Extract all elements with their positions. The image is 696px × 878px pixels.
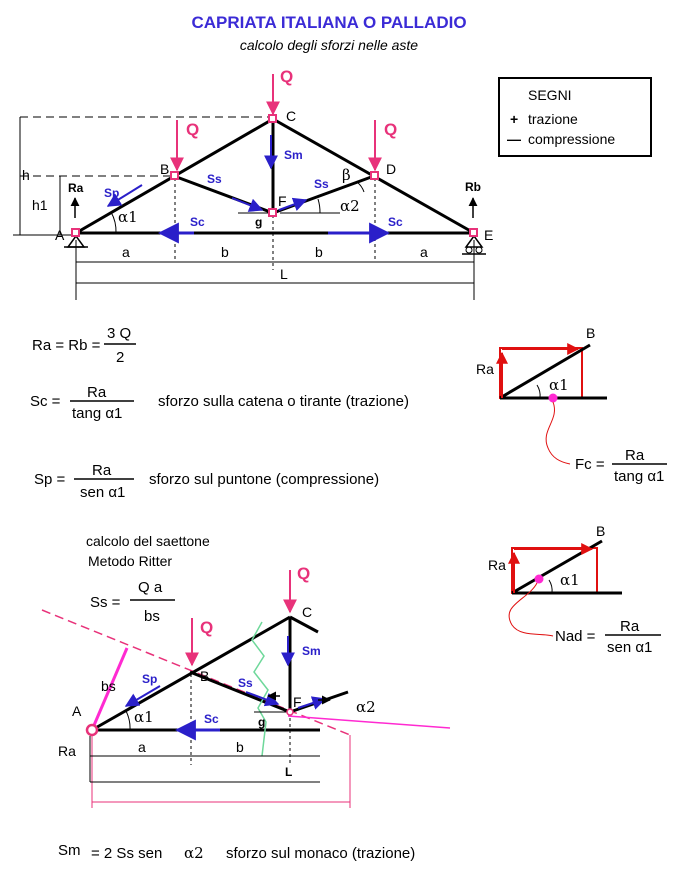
svg-text:α1: α1 [560,571,580,589]
svg-text:B: B [586,325,596,341]
svg-text:Q: Q [200,618,214,637]
svg-text:Ra: Ra [92,462,112,479]
svg-text:Q: Q [297,564,311,583]
svg-text:tang α1: tang α1 [614,468,665,485]
svg-text:sforzo sul puntone (compress: sforzo sul puntone (compressione) [149,471,380,488]
legend-plus-symbol: + [510,111,519,127]
svg-text:sforzo sulla catena o tirante: sforzo sulla catena o tirante (trazione) [158,393,409,410]
load-q-d: Q [384,120,398,139]
dim-L: L [280,266,288,282]
legend-heading: SEGNI [528,87,572,103]
force-ss-left: Ss [207,172,222,186]
svg-text:A: A [72,703,82,719]
svg-text:Sm: Sm [58,842,81,859]
svg-text:C: C [302,604,313,620]
force-sc-left: Sc [190,215,205,229]
svg-text:Ra: Ra [58,743,76,759]
svg-text:Sc: Sc [204,712,219,726]
svg-text:2: 2 [116,349,125,366]
reaction-ra: Ra [68,181,84,195]
formula-sc [30,384,409,422]
load-q-b: Q [186,120,200,139]
svg-text:a: a [138,739,146,755]
force-ss-right: Ss [314,177,329,191]
main-truss [13,67,493,300]
svg-text:Sp =: Sp = [34,471,66,488]
reaction-rb: Rb [465,180,481,194]
angle-alpha1: α1 [118,208,138,226]
svg-text:Ra: Ra [87,384,107,401]
node-f: F [278,193,287,209]
svg-text:b: b [236,739,244,755]
formula-sm [58,842,415,862]
page-title: CAPRIATA ITALIANA O PALLADIO [191,13,467,32]
svg-text:Ra: Ra [620,618,640,635]
svg-text:B: B [200,668,210,684]
svg-text:L: L [285,765,293,779]
dim-a-left: a [122,244,130,260]
dim-b-left: b [221,244,229,260]
node-c: C [286,108,297,124]
svg-text:α1: α1 [134,708,154,726]
dim-h: h [22,167,30,183]
formula-sp [34,462,379,501]
ritter-subtitle: Metodo Ritter [88,553,173,569]
page-subtitle: calcolo degli sforzi nelle aste [239,37,419,53]
ritter-title: calcolo del saettone [86,533,210,549]
signs-legend [499,78,651,156]
legend-plus-text: trazione [528,111,578,127]
svg-text:Q a: Q a [138,579,163,596]
svg-text:Ra = Rb =: Ra = Rb = [32,337,101,354]
svg-text:bs: bs [144,608,160,625]
angle-alpha2: α2 [340,197,360,215]
dim-g: g [255,215,263,229]
svg-text:α2: α2 [356,698,376,716]
formula-ra [32,325,136,366]
svg-text:g: g [258,715,266,729]
force-sp: Sp [104,186,120,200]
legend-minus-symbol: — [507,131,521,147]
svg-text:Ra: Ra [625,447,645,464]
node-e: E [484,227,494,243]
svg-text:Nad =: Nad = [555,628,596,645]
svg-text:Sp: Sp [142,672,158,686]
svg-text:α2: α2 [184,844,204,862]
svg-text:B: B [596,523,606,539]
svg-text:Ss =: Ss = [90,594,121,611]
detail-fc [476,325,667,485]
svg-text:Fc =: Fc = [575,456,605,473]
svg-text:sen α1: sen α1 [607,639,653,656]
svg-text:= 2 Ss sen: = 2 Ss sen [91,845,163,862]
angle-beta: β [342,166,351,184]
svg-text:Ra: Ra [476,361,494,377]
dim-h1: h1 [32,197,48,213]
svg-text:Sc =: Sc = [30,393,61,410]
load-q-c: Q [280,67,294,86]
dim-b-right: b [315,244,323,260]
svg-text:Ra: Ra [488,557,506,573]
node-d: D [386,161,397,177]
node-a: A [55,227,65,243]
detail-nad [488,523,661,656]
svg-text:3 Q: 3 Q [107,325,132,342]
dim-a-right: a [420,244,428,260]
svg-text:Ss: Ss [238,676,253,690]
legend-minus-text: compressione [528,131,616,147]
svg-text:bs: bs [101,678,116,694]
svg-text:Sm: Sm [302,644,321,658]
force-sm: Sm [284,148,303,162]
svg-text:sen α1: sen α1 [80,484,126,501]
force-sc-right: Sc [388,215,403,229]
svg-text:tang α1: tang α1 [72,405,123,422]
node-b: B [160,161,170,177]
svg-text:F: F [293,694,302,710]
formula-ss [90,579,175,625]
svg-text:α1: α1 [549,376,569,394]
svg-text:sforzo sul monaco (trazione): sforzo sul monaco (trazione) [226,845,416,862]
